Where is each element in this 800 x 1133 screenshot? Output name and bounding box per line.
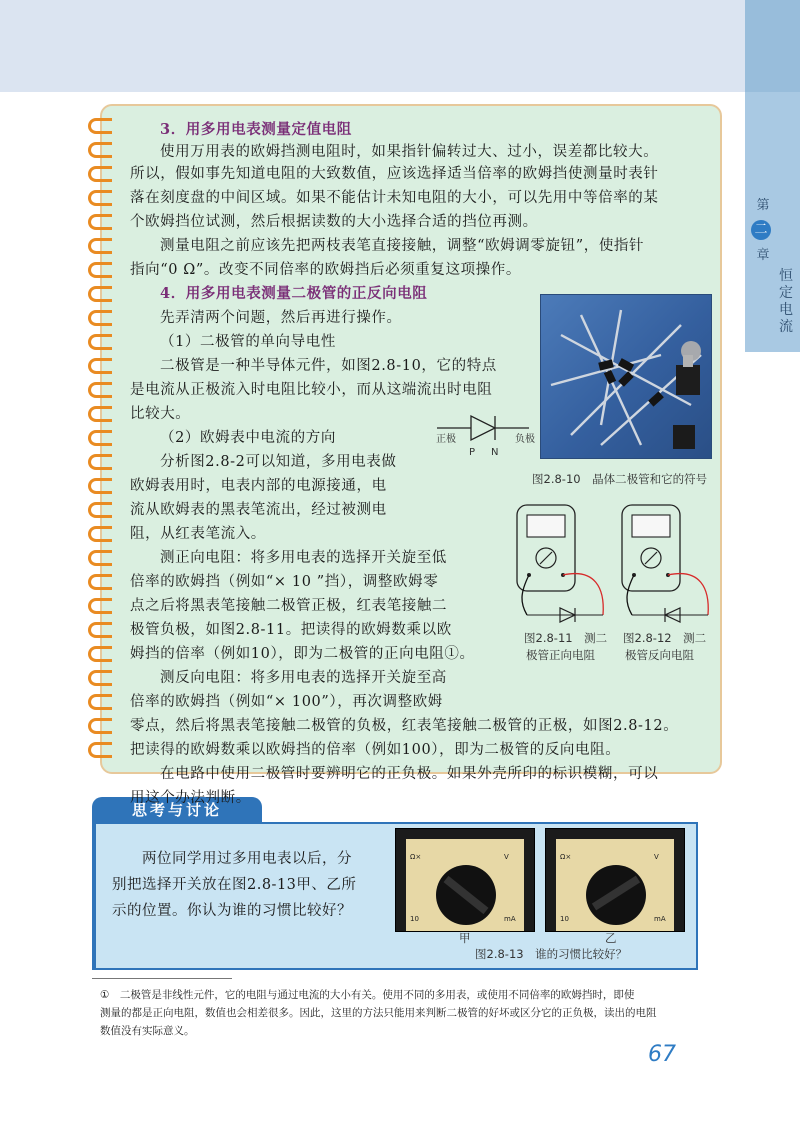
footnote-line-1: ① 二极管是非线性元件，它的电阻与通过电流的大小有关。使用不同的多用表，或使用不同倍率的欧姆挡时，即使	[100, 989, 635, 1001]
meter-label-a: 甲	[459, 931, 471, 945]
svg-text:V: V	[654, 853, 659, 861]
discussion-line-3: 示的位置。你认为谁的习惯比较好？	[112, 903, 352, 919]
closing-line-2: 用这个办法判断。	[130, 790, 251, 806]
fig-2-8-13-caption: 图2.8-13 谁的习惯比较好？	[475, 947, 628, 961]
s4-sub1-line-3: 比较大。	[130, 406, 191, 422]
closing-line-1: 在电路中使用二极管时要辨明它的正负极。如果外壳所印的标识模糊，可以	[160, 766, 659, 782]
reverse-line-1: 测反向电阻：将多用电表的选择开关旋至高	[160, 670, 447, 686]
s4-sub2-line-1: 分析图2.8-2可以知道，多用电表做	[160, 454, 397, 470]
section-3-heading: 3．用多用电表测量定值电阻	[160, 121, 352, 138]
svg-text:mA: mA	[654, 915, 666, 923]
symbol-p-label: P	[469, 447, 476, 458]
svg-text:10: 10	[560, 915, 569, 923]
reverse-line-4: 把读得的欧姆数乘以欧姆挡的倍率（例如100），即为二极管的反向电阻。	[130, 742, 621, 758]
chapter-prefix: 第	[756, 198, 770, 213]
s3-line-1: 使用万用表的欧姆挡测电阻时，如果指针偏转过大、过小，误差都比较大。	[160, 144, 659, 160]
discussion-text	[112, 846, 382, 924]
s3-line-3: 落在刻度盘的中间区域。如果不能估计未知电阻的大小，可以先用中等倍率的某	[130, 190, 659, 206]
section-4-heading: 4．用多用电表测量二极管的正反向电阻	[160, 285, 428, 302]
svg-text:V: V	[504, 853, 509, 861]
top-band	[0, 0, 745, 92]
s4-sub2-line-4: 阻，从红表笔流入。	[130, 526, 266, 542]
s4-sub2: （2）欧姆表中电流的方向	[160, 430, 336, 446]
chapter-number: 二	[751, 220, 771, 240]
footnote-line-3: 数值没有实际意义。	[100, 1025, 195, 1037]
s3-line-4: 个欧姆挡位试测，然后根据读数的大小选择合适的挡位再测。	[130, 214, 538, 230]
s4-sub1-line-1: 二极管是一种半导体元件，如图2.8-10，它的特点	[160, 358, 497, 374]
page-number: 67	[648, 1042, 676, 1067]
discussion-line-2: 别把选择开关放在图2.8-13甲、乙所	[112, 877, 357, 893]
reverse-line-3: 零点，然后将黑表笔接触二极管的负极，红表笔接触二极管的正极，如图2.8-12。	[130, 718, 679, 734]
fig-2-8-11-caption-2: 极管正向电阻	[526, 648, 595, 662]
chapter-title: 恒定电流	[779, 268, 793, 335]
s4-sub2-line-2: 欧姆表用时，电表内部的电源接通，电	[130, 478, 387, 494]
s3-line-5: 测量电阻之前应该先把两枝表笔直接接触，调整“欧姆调零旋钮”，使指针	[160, 238, 645, 254]
discussion-line-1: 两位同学用过多用电表以后，分	[142, 851, 352, 867]
s4-sub2-line-3: 流从欧姆表的黑表笔流出，经过被测电	[130, 502, 387, 518]
forward-line-2: 倍率的欧姆挡（例如“× 10 ”挡），调整欧姆零	[130, 574, 439, 590]
s3-line-6: 指向“0 Ω”。改变不同倍率的欧姆挡后必须重复这项操作。	[130, 262, 521, 278]
svg-text:10: 10	[410, 915, 419, 923]
footnote	[100, 986, 730, 1040]
meter-photo-a	[395, 828, 535, 932]
svg-text:mA: mA	[504, 915, 516, 923]
symbol-anode-label: 正极	[436, 434, 456, 445]
footnote-line-2: 测量的都是正向电阻，数值也会相差很多。因此，这里的方法只能用来判断二极管的好坏或区分它的正负极，读出的电阻	[100, 1007, 657, 1019]
forward-line-4: 极管负极，如图2.8-11。把读得的欧姆数乘以欧	[130, 622, 452, 638]
footnote-rule	[92, 978, 232, 979]
chapter-word: 章	[756, 248, 770, 263]
reverse-line-2: 倍率的欧姆挡（例如“× 100”），再次调整欧姆	[130, 694, 443, 710]
forward-line-1: 测正向电阻：将多用电表的选择开关旋至低	[160, 550, 447, 566]
meter-label-b: 乙	[605, 931, 617, 945]
s3-line-2: 所以，假如事先知道电阻的大致数值，应该选择适当倍率的欧姆挡使测量时表针	[130, 166, 659, 182]
fig-2-8-12-caption-1: 图2.8-12 测二	[623, 631, 707, 645]
fig-2-8-12-caption-2: 极管反向电阻	[625, 648, 694, 662]
forward-line-5: 姆挡的倍率（例如10），即为二极管的正向电阻①。	[130, 646, 475, 662]
s4-sub1-line-2: 是电流从正极流入时电阻比较小，而从这端流出时电阻	[130, 382, 493, 398]
forward-line-3: 点之后将黑表笔接触二极管正极，红表笔接触二	[130, 598, 448, 614]
fig-2-8-11-caption-1: 图2.8-11 测二	[524, 631, 608, 645]
symbol-n-label: N	[491, 447, 499, 458]
s4-intro: 先弄清两个问题，然后再进行操作。	[160, 310, 402, 326]
s4-sub1: （1）二极管的单向导电性	[160, 334, 336, 350]
meter-photo-b	[545, 828, 685, 932]
notebook-rings	[88, 118, 114, 768]
fig-2-8-10-caption: 图2.8-10 晶体二极管和它的符号	[532, 472, 708, 486]
svg-text:Ω×: Ω×	[410, 853, 422, 861]
discussion-tab: 思考与讨论	[92, 797, 262, 823]
diode-photo	[540, 294, 712, 459]
multimeter-diagrams	[505, 503, 720, 628]
svg-text:Ω×: Ω×	[560, 853, 572, 861]
symbol-cathode-label: 负极	[515, 434, 535, 445]
